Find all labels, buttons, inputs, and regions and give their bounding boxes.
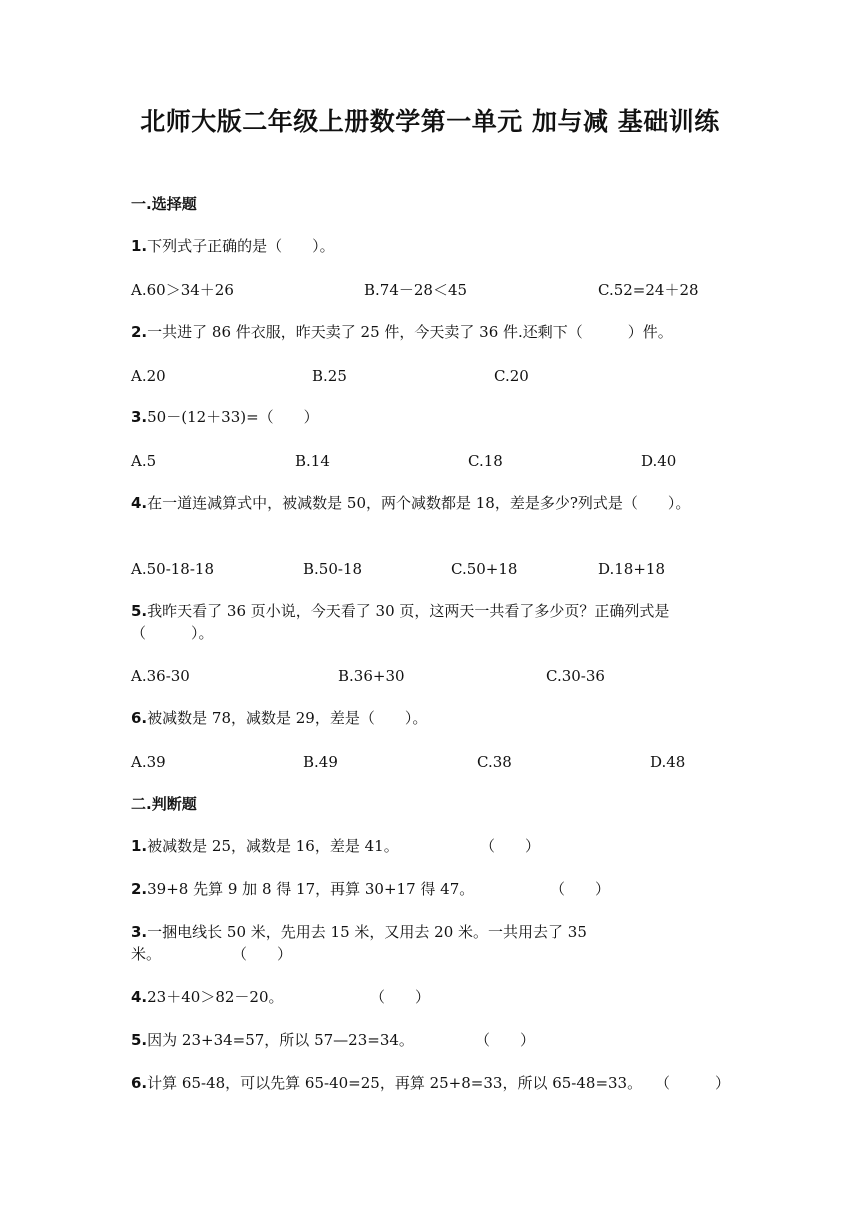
option-c: C.50+18 [451, 560, 518, 578]
option-d: D.48 [650, 753, 686, 771]
option-b: B.14 [295, 452, 330, 470]
question-choice-2 [131, 321, 751, 343]
question-text: 被减数是 78，减数是 29，差是（ ）。 [147, 709, 428, 727]
question-text: 50－(12＋33)=（ ） [147, 408, 319, 426]
answer-blank: （ ） [370, 988, 431, 1006]
question-number: 1. [131, 837, 148, 855]
question-choice-6 [131, 707, 731, 729]
answer-blank: （ ） [480, 837, 541, 855]
question-number: 4. [131, 494, 148, 512]
question-text: 39+8 先算 9 加 8 得 17，再算 30+17 得 47。 [147, 880, 475, 898]
option-b: B.50-18 [303, 560, 363, 578]
answer-blank: （ ） [232, 945, 293, 963]
option-a: A.39 [131, 753, 166, 771]
question-text: 计算 65-48，可以先算 65-40=25，再算 25+8=33，所以 65-48=33。 [147, 1074, 643, 1092]
question-choice-4 [131, 492, 711, 514]
option-c: C.20 [494, 367, 529, 385]
question-text: 23＋40＞82－20。 [147, 988, 284, 1006]
option-a: A.60＞34＋26 [131, 281, 234, 299]
option-c: C.18 [468, 452, 503, 470]
question-choice-5 [131, 600, 726, 644]
option-a: A.20 [131, 367, 166, 385]
question-number: 2. [131, 880, 148, 898]
question-judge-5 [131, 1029, 731, 1051]
question-judge-6 [131, 1072, 666, 1094]
question-number: 6. [131, 1074, 148, 1092]
answer-blank: （ ） [475, 1031, 536, 1049]
question-text: 因为 23+34=57，所以 57—23=34。 [147, 1031, 414, 1049]
option-a: A.5 [131, 452, 157, 470]
question-text: 被减数是 25，减数是 16，差是 41。 [147, 837, 399, 855]
question-number: 3. [131, 408, 148, 426]
question-judge-1 [131, 835, 731, 857]
option-b: B.74－28＜45 [364, 281, 468, 299]
question-judge-2 [131, 878, 731, 900]
option-c: C.30-36 [546, 667, 605, 685]
option-c: C.52=24＋28 [598, 281, 699, 299]
question-text: 在一道连减算式中，被减数是 50，两个减数都是 18，差是多少?列式是（ ）。 [147, 494, 691, 512]
option-b: B.25 [312, 367, 347, 385]
question-number: 2. [131, 323, 148, 341]
option-b: B.36+30 [338, 667, 405, 685]
question-number: 5. [131, 602, 148, 620]
section-heading-judge: 二.判断题 [131, 795, 197, 813]
option-c: C.38 [477, 753, 512, 771]
question-number: 3. [131, 923, 148, 941]
answer-blank: （ ） [655, 1074, 731, 1092]
question-choice-3 [131, 406, 731, 428]
section-heading-choice: 一.选择题 [131, 195, 197, 213]
option-a: A.36-30 [131, 667, 190, 685]
option-b: B.49 [303, 753, 338, 771]
question-text: 一共进了 86 件衣服，昨天卖了 25 件，今天卖了 36 件.还剩下（ ）件。 [147, 323, 673, 341]
option-d: D.18+18 [598, 560, 666, 578]
page-title: 北师大版二年级上册数学第一单元 加与减 基础训练 [140, 107, 720, 136]
question-judge-4 [131, 986, 731, 1008]
question-choice-1 [131, 235, 731, 257]
question-number: 5. [131, 1031, 148, 1049]
question-number: 4. [131, 988, 148, 1006]
question-text: 我昨天看了 36 页小说，今天看了 30 页，这两天一共看了多少页？正确列式是（ ）。 [131, 602, 670, 642]
question-number: 6. [131, 709, 148, 727]
question-text: 下列式子正确的是（ ）。 [147, 237, 335, 255]
option-a: A.50-18-18 [131, 560, 214, 578]
question-text-continued: 米。 [131, 945, 162, 963]
option-d: D.40 [641, 452, 677, 470]
question-number: 1. [131, 237, 148, 255]
answer-blank: （ ） [550, 880, 611, 898]
question-judge-3 [131, 921, 731, 943]
question-text: 一捆电线长 50 米，先用去 15 米，又用去 20 米。一共用去了 35 [147, 923, 587, 941]
